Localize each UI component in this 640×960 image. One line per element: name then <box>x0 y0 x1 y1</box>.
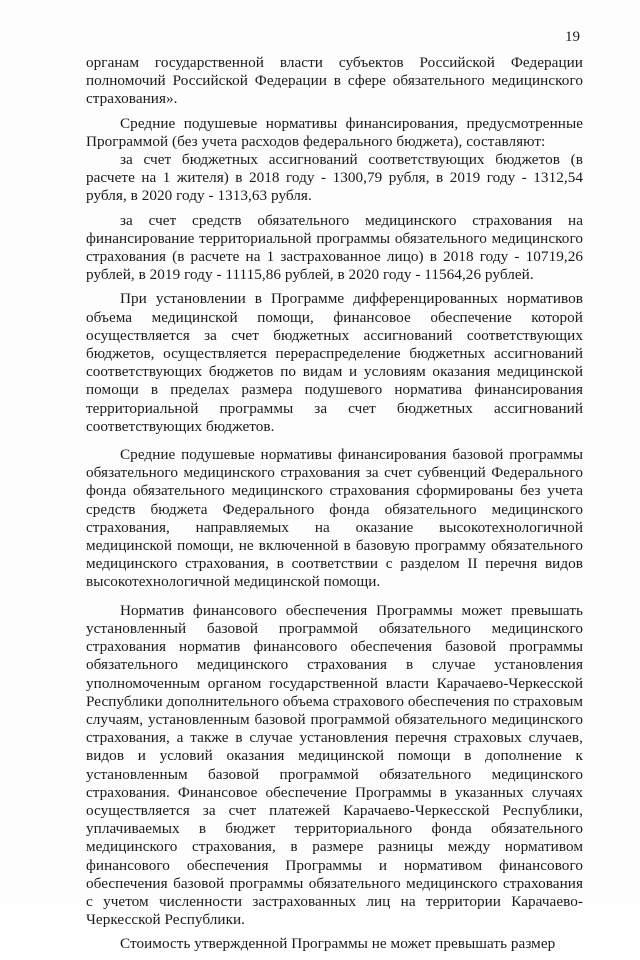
paragraph-2: Средние подушевые нормативы финансирования, предусмотренные Программой (без учета расходов федерального бюджета), составляют: <box>86 114 583 150</box>
document-body <box>86 54 583 960</box>
paragraph-7: Норматив финансового обеспечения Программы может превышать установленный базовой программой обязательного медицинского страхования норматив финансового обеспечения базовой программы обязательного медицинского страхования в случае установления уполномоченным органом государственной власти Карачаево-Черкесской Республики дополнительного объема страхового обеспечения по страховым случаям, установленным базовой программой обязательного медицинского страхования, а также в случае установления перечня страховых случаев, видов и условий оказания медицинской помощи в дополнение к установленным базовой программой обязательного медицинского страхования. Финансовое обеспечение Программы в указанных случаях осуществляется за счет платежей Карачаево-Черкесской Республики, уплачиваемых в бюджет территориального фонда обязательного медицинского страхования, в размере разницы между нормативом финансового обеспечения Программы и нормативом финансового обеспечения базовой программы обязательного медицинского страхования с учетом численности застрахованных лиц на территории Карачаево-Черкесской Республики. <box>86 601 583 929</box>
paragraph-5: При установлении в Программе дифференцированных нормативов объема медицинской помощи, финансовое обеспечение которой осуществляется за счет бюджетных ассигнований соответствующих бюджетов, осуществляется перераспределение бюджетных ассигнований соответствующих бюджетов по видам и условиям оказания медицинской помощи в пределах размера подушевого норматива финансирования территориальной программы за счет бюджетных ассигнований соответствующих бюджетов. <box>86 290 583 435</box>
paragraph-6: Средние подушевые нормативы финансирования базовой программы обязательного медицинского страхования за счет субвенций Федерального фонда обязательного медицинского страхования сформированы без учета средств бюджета Федерального фонда обязательного медицинского страхования, направляемых на оказание высокотехнологичной медицинской помощи, не включенной в базовую программу обязательного медицинского страхования, в соответствии с разделом II перечня видов высокотехнологичной медицинской помощи. <box>86 446 583 591</box>
paragraph-8: Стоимость утвержденной Программы не может превышать размер <box>120 935 556 953</box>
paragraph-4: за счет средств обязательного медицинского страхования на финансирование территориальной программы обязательного медицинского страхования (в расчете на 1 застрахованное лицо) в 2018 году - 10719,26 рублей, в 2019 году - 11115,86 рублей, в 2020 году - 11564,26 рублей. <box>86 211 583 284</box>
paragraph-1: органам государственной власти субъектов Российской Федерации полномочий Российской Федерации в сфере обязательного медицинского страхования». <box>86 54 583 108</box>
paragraph-3: за счет бюджетных ассигнований соответствующих бюджетов (в расчете на 1 жителя) в 2018 году - 1300,79 рубля, в 2019 году - 1312,54 рубля, в 2020 году - 1313,63 рубля. <box>86 151 583 205</box>
page-number: 19 <box>565 29 580 45</box>
